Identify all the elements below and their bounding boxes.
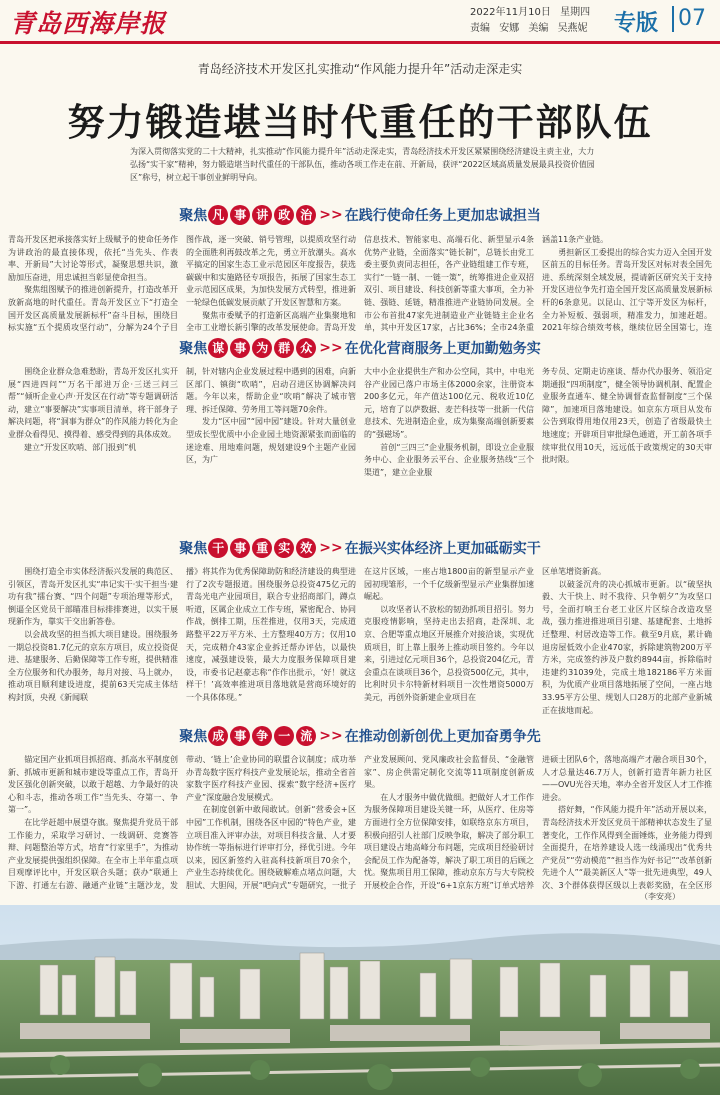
circle-char: 凡 [208, 205, 228, 225]
article-column: 播》将其作为优秀保障助防和经济建设的典型进行了2次专题报道。围绕服务总投资475亿元的青岛光电产业园项目，联合专业招商部门，蹲点听道，区属企业成立工作专班，紧密配合、协同作战，倒排工期，压茬推进，仅用3天，完成道路整平22万平方米、土方整理40万方；仅用10天，完成精介43家企业拆迁帮办评估，以最快速度，减强建设装，最大力度服务保障项目建设，市委书记赵豪志称“作作出批示，‘好！就这样干！’高效率推进项目落地就是营商环境好的一个具体体现。” [186, 567, 356, 702]
article-column: 信息技术、智能家电、高端石化、新型显示4条优势产业链，全面落实“链长制”，总链长由党工委主要负责同志担任，各产业链组建工作专班，实行“一链一制、一链一策”，统筹推进企业双招双引、项目建设、科技创新等重大事项，全力补链、强链、延链，精准推进产业链协同发展。全市公布首批47家先进制造业产业链链主企业名单，其中开发区17家，占比36%；全市24条重 [364, 235, 534, 333]
section-body-2 [8, 366, 712, 528]
article-column: 务专员、定期走访座谈、帮办代办服务、领沿定期通报“四项制度”，健全领导协调机制、配置企业服务直通车、健全协调督查监督制度“三个保障”，加速项目落地建设。如京东方项目从发布公告到取得用地仅用23天，创造了省级最快土地速度；开辟项目审批绿色通道，开工前各项手续审批仅用10天，远远低于政策规定的30天审批时限。 [542, 367, 712, 465]
section-arrow: >> [319, 207, 343, 223]
article-column: 大中小企业提供生产和办公空间，其中，中电光谷产业园已落户市场主体2000余家，注册资本200多亿元，年产值达100亿元、税收近10亿元，培育了以萨数据、麦芒科技等一批新一代信息技术、先进制造企业，成为集聚高端创新要素的“强磁场”。 首创“三四三”企业服务机制，即设立企业服务中心、企业服务云平台、企业服务热线“三个渠道”，建立企业服 [364, 367, 534, 477]
circle-char: 成 [208, 726, 228, 746]
article-column: 涵盖11条产业链。 勇担新区工委提出的综合实力迈入全国开发区前五的目标任务。青岛开发区对标对表全国先进、系统深刻全域发展，提请新区研究关于支持开发区进位争先打造全国开发区高质量发展新标杆的6条意见。以昆山、江宁等开发区为标杆，全力补短板、强弱项，精准发力，加速赶超。2021年综合绩效考核，继续位居全国第七，连 [542, 235, 712, 333]
section-circles [207, 726, 317, 746]
section-arrow: >> [319, 540, 343, 556]
section-body-3 [8, 566, 712, 716]
editors-row [470, 21, 596, 37]
section-tag: 专版 [614, 11, 659, 36]
circle-char: 事 [230, 726, 250, 746]
article-column: 图作战，逐一突破、销号管理，以提质攻坚行动的全面胜利再鼓改革之先，勇立开放潮头。高水平搞定的国家生态工业示范园区年度报告，获选碳碳中和实施路径专项报告，拓展了国家生态工业示范园区成果，为加快发展方式转型，推进新一轮绿色低碳发展贡献了开发区智慧和方案。 聚焦市委赋予的打造新区高端产业集聚地和全市工业增长新引擎的改革发展使命。青岛开发 [186, 235, 356, 333]
section-heading-1 [0, 205, 720, 229]
circle-char: 事 [230, 205, 250, 225]
editor-name: 安娜 [499, 23, 520, 34]
section-heading-3 [0, 538, 720, 562]
art-editor-name: 吴燕妮 [557, 23, 588, 34]
section-title: 在推动创新创优上更加奋勇争先 [344, 729, 541, 745]
section-prefix: 聚焦 [179, 341, 208, 357]
circle-char: 为 [252, 338, 272, 358]
section-title: 在振兴实体经济上更加砥砺实干 [344, 541, 541, 557]
circle-char: 群 [274, 338, 294, 358]
circle-char: 事 [230, 538, 250, 558]
section-arrow: >> [319, 340, 343, 356]
headline: 努力锻造堪当时代重任的干部队伍 [67, 101, 653, 144]
newspaper-logo: 青岛西海岸报 [10, 9, 167, 38]
weekday: 星期四 [560, 7, 591, 18]
section-circles [207, 338, 317, 358]
editor-label: 责编 [470, 23, 490, 34]
article-column: 围绕打造全市实体经济振兴发展的典范区、引领区，青岛开发区扎实“串记实干·实干担当·建功有我”擂台赛、“四个问题”专项治理等形式，倒逼全区党员干部瞄准目标排排赛进，以实干展现新作为，靠实干交出新答卷。 以会战攻坚的担当抓大项目建设。围绕服务一期总投资81.7亿元的京东方项目，成立投资促进、基建服务、后勤保障等工作专班，提供精准全方位服务和代办服务，每月对接、马上就办，推动项目顺利建设进度，提前63天完成主体结构封顶，央视《新闻联 [8, 567, 178, 702]
page-number: 07 [672, 6, 706, 32]
section-title: 在践行使命任务上更加忠诚担当 [344, 208, 541, 224]
section-circles [207, 205, 317, 225]
article-column: 进硕士团队6个，落地高端产才融合项目30个，人才总量达46.7万人，创新打造青年新力社区——OVU光谷天地，率办全省开发区人才工作推进会。 搭好舞，“作风能力提升年”活动开展以来，青岛经济技术开发区党员干部精神状态发生了显著变化，工作作风得到全面锤炼，业务能力得到全面提升，在培养建设人选一线涌现出“优秀共产党员”“劳动模范”“担当作为好书记”“改革创新先进个人”“最美新区人”等一批先进典型，49人次、3个群体获得区级以上表彰奖励，在全区形 [542, 755, 712, 890]
section-title: 在优化营商服务上更加勤勉务实 [344, 341, 541, 357]
article-column: 区单笔增资新高。 以破釜沉舟的决心抓城市更新。以“破坚执毅、大干快上、时不我待、只争朝夕”为攻坚口号，全面打响王台老工业区片区综合改造攻坚战，强力推进推进项目引建、基建配套、土地拆迁整理、村居改造等工作。截至9月底，累计确退房屋低效小企业470家，拆除建筑物200万平方米，完成签约涉及户数约8944亩，拆除临时违建约31039处，完成土地182186平方米面积，为优质产业项目落地拓展了空间，一座占地33.95平方公里、规划人口28万的北部产业新城正在拔地而起。 [542, 567, 712, 715]
circle-char: 重 [252, 538, 272, 558]
date-row [470, 5, 596, 21]
circle-char: 讲 [252, 205, 272, 225]
circle-char: 众 [296, 338, 316, 358]
article-column: 带动、‘链上’企业协同的联盟合议制度；成功举办青岛数字医疗科技产业发展论坛，推动全省首家数字医疗科技产业园、探索“数字经济+医疗产业”深度融合发展模式。 在制度创新中敢闯敢试。创新“营委会+区中园”工作机制，围绕各区中园的“特色产业，建立项目准入评审办法，对项目科技含量、人才要协作统一等指标进行评审打分，择优引进。今年以来，园区新签约入驻高科技新项目70余个，产业生态持续优化。围绕破解难点堵点问题，大胆试、大胆闯，开展“吧向式”专题研究，一批子 [186, 755, 356, 890]
issue-date: 2022年11月10日 [470, 7, 551, 18]
circle-char: 实 [274, 538, 294, 558]
section-body-4 [8, 754, 712, 890]
article-column: 围绕企业群众急难愁盼，青岛开发区扎实开展“四进四问”“万名干部进万企·三送三问三帮”“倾听企业心声·开发区在行动”等专题调研活动，建立“事要解决”实事项目清单，将干部身子解决问题，将“洞事为群众”的作风能力转化为企业群众看得见、摸得着、感受得到的具体成效。 建立“开发区吹哨、部门报到”机 [8, 367, 178, 452]
circle-char: 争 [252, 726, 272, 746]
article-column: 在这片区域，一座占地1800亩的新型显示产业园初现雏形，一个千亿级新型显示产业集群加速崛起。 以攻坚者认不放松的韧劲抓项目招引。努力克服疫情影响，坚持走出去招商，赴深圳、北京、合肥等重点地区开展推介对接洽谈，实现优质项目，盯上靠上服务上推动项目签约。今年以来，引进过亿元项目36个，总投资204亿元，青会重点在谈项目36个，总投资500亿元，其中，比利时贝卡尔特新材料项目一次性增资5000万美元，再创外资新建企业项目在 [364, 567, 534, 702]
section-body-1 [8, 234, 712, 334]
section-circles [207, 538, 317, 558]
circle-char: 事 [230, 338, 250, 358]
circle-char: 谋 [208, 338, 228, 358]
circle-char: 政 [274, 205, 294, 225]
dateline [470, 5, 596, 37]
aerial-city-illustration [0, 905, 720, 1095]
section-prefix: 聚焦 [179, 729, 208, 745]
section-arrow: >> [319, 728, 343, 744]
author-credit: （李安亮） [640, 892, 680, 901]
aerial-city-photo [0, 905, 720, 1095]
masthead [0, 0, 720, 44]
kicker: 青岛经济技术开发区扎实推动“作风能力提升年”活动走深走实 [197, 62, 523, 76]
section-heading-2 [0, 338, 720, 362]
lede: 为深入贯彻落实党的二十大精神，扎实推动“作风能力提升年”活动走深走实，青岛经济技术开发区紧紧围绕经济建设主责主业，大力弘扬“实干家”精神，努力锻造堪当时代重任的干部队伍，推动各项工作走在前、开新局，获评“2022区域高质量发展最具投资价值园区”称号，树立起干事创业鲜明导向。 [130, 147, 595, 182]
article-column: 制，针对辖内企业发展过程中遇到的困难，向新区部门、镇街“吹哨”，启动召进区协调解决问题。今年以来，帮助企业“吹哨”解决了城市管理、拆迁保障、劳务用工等问题70余件。 发力“区中园”“园中园”建设。针对大量创业型成长型优质中小企业园土地资源紧张而面临的迷途难、用地难问题，规划建设9个主题产业园区，为广 [186, 367, 356, 465]
circle-char: 治 [296, 205, 316, 225]
circle-char: 干 [208, 538, 228, 558]
circle-char: 一 [274, 726, 294, 746]
art-editor-label: 美编 [528, 23, 549, 34]
section-prefix: 聚焦 [179, 208, 208, 224]
article-column: 青岛开发区把承接落实好上级赋予的使命任务作为讲政治的最直接体现，依托“当先头、作表率、开新局”大讨论等形式，凝聚思想共识，激励加压奋进，用忠诚担当彰显使命担当。 聚焦组图赋予的推进创新提升，打造改革开放新高地的时代重任。青岛开发区立下“打造全国开发区高质量发展新标杆”奋斗目标，围绕目标实施“五个提质攻坚行动”，分解为24个子目 [8, 235, 178, 333]
circle-char: 流 [296, 726, 316, 746]
section-prefix: 聚焦 [179, 541, 208, 557]
article-column: 锚定国产业抓项目抓招商、抓高水平制度创新、抓城市更新和城市建设等重点工作，青岛开发区强化创新突破，以敢于超越、力争最好的决心和斗志，推动各项工作“当先头、夺第一、争第一”。 在比学赶超中展望夺旗。聚焦提升党员干部工作能力，采取学习研讨、一线调研、竞赛答辩、问题整治等方式，培育“行家里手”，为推动产业发展提供强组织保障。在全市上半年重点项目观摩评比中，开发区联合头题；获办“联通上下游、打通左右游、融通产业链”主题沙龙，发 [8, 755, 178, 890]
article-column: 产业发展顾问、党风廉政社会监督员、“金融管家”、房企供需定制化交流等11项制度创新成果。 在人才服务中做优做细。把做好人才工作作为服务保障项目建设关键一环，从医疗、住房等方面进行全方位保障安排，如联络京东方项目，积极向招引人社部门反映争取，解决了部分职工项目建设占地高峰分布问题，完成项目经验研讨会配员工作为配备等，解决了职工项目的后顾之忧。聚焦项目用工保障，推动京东方与大专院校开展校企合作，开设“6+1京东方班”订单式培养 [364, 755, 534, 890]
section-heading-4 [0, 726, 720, 750]
circle-char: 效 [296, 538, 316, 558]
